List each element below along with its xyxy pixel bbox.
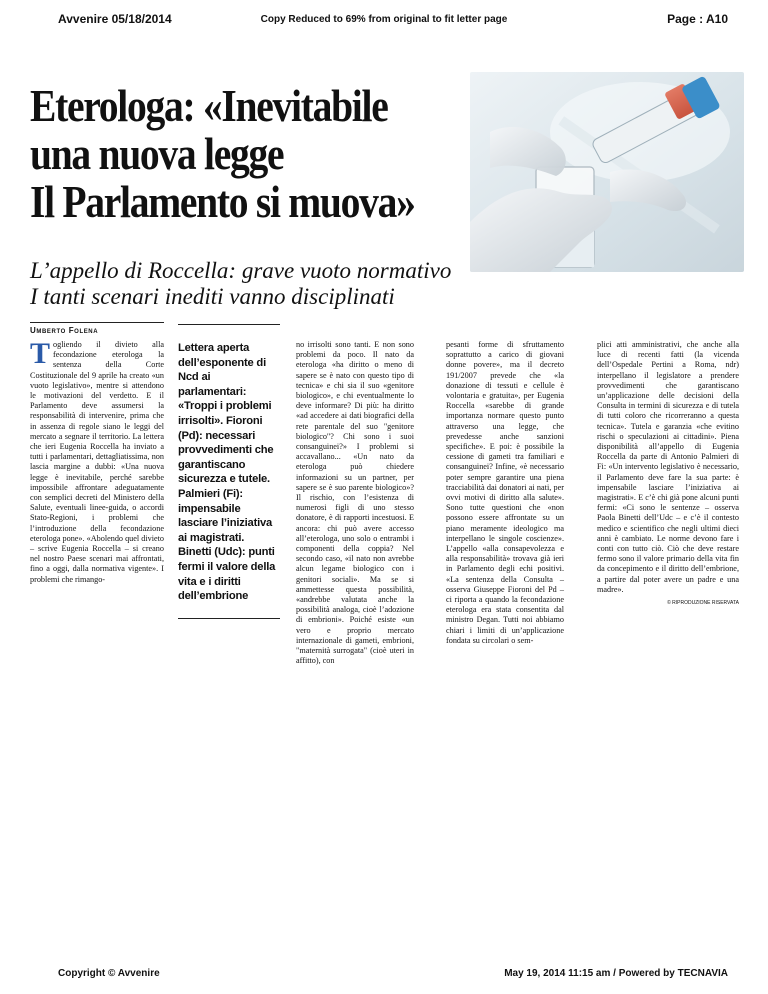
article-headline	[30, 82, 426, 226]
newspaper-date-header: Avvenire 05/18/2014	[58, 12, 172, 26]
article-column-5	[597, 340, 739, 608]
column-text: pesanti forme di sfruttamento soprattutto a carico di giovani donne povere», ma il decreto 191/2007 prevede che «la donazione di tessuti e cellule è volontaria e gratuita», per Eugenia Roccella «sarebbe di grande importanza normare questo punto attraverso una legge, che prevedesse anche sanzioni specifiche». E poi: è possibile la cessione di gameti tra familiari e consanguinei? Infine, «è necessario poter sempre garantire una piena tracciabilità dai donatori ai nati, per ovvi motivi di diritto alla salute». Sono tutte questioni che «non possono essere affrontate su un piano meramente ideologico ma interpellano le singole coscienze». L’appello «alla consapevolezza e alla responsabilità» trovava già ieri in Parlamento degli echi positivi. «La sentenza della Consulta – osserva Giuseppe Fioroni del Pd – ci riporta a quando la fecondazione eterologa era stata consentita dal ministro Degan. Tutti noi abbiamo chiari i limiti di un’applicazione fondata su circolari o sem-	[446, 340, 564, 645]
headline-line: una nuova legge	[30, 128, 284, 179]
subhead-line: I tanti scenari inediti vanno disciplinati	[30, 284, 395, 309]
page-number: Page : A10	[667, 12, 728, 26]
subhead-line: L’appello di Roccella: grave vuoto normativo	[30, 258, 452, 283]
author-byline: Umberto Folena	[30, 322, 164, 335]
article-column-4	[446, 340, 564, 646]
article-column-3	[296, 340, 414, 667]
headline-line: Il Parlamento si muova»	[30, 176, 415, 227]
article-subheadline	[30, 258, 550, 310]
copyright-footer: Copyright © Avvenire	[58, 968, 160, 979]
headline-line: Eterologa: «Inevitabile	[30, 80, 388, 131]
timestamp-footer: May 19, 2014 11:15 am / Powered by TECNAVIA	[504, 968, 728, 979]
copy-reduced-note: Copy Reduced to 69% from original to fit letter page	[260, 14, 508, 25]
drop-cap: T	[30, 337, 51, 370]
column-text: plici atti amministrativi, che anche alla luce di recenti fatti (la vicenda dell’Ospedale Pertini a Roma, ndr) interpellano il legislatore a prendere provvedimenti che garantiscano un’applicazione delle decisioni della Consulta in termini di sicurezza e di tutela di tutti coloro che ricorreranno a questa tecnica». Tutela e garanzia «che evitino rischi o speculazioni ai cittadini». Piena disponibilità all’appello di Eugenia Roccella da parte di Antonio Palmieri di Fi: «Un intervento legislativo è necessario, il Parlamento deve fare la sua parte: è impensabile lasciare l’iniziativa ai magistrati». E c’è chi già pone alcuni punti fermi: «Ci sono le sentenze – osserva Paola Binetti dell’Udc – e c’è il contesto medico e scientifico che negli ultimi dieci anni è cambiato. Le norme devono fare i conti con tutto ciò. Ciò che deve restare fermo sono il valore primario della vita fin da concepimento e il diritto dell’embrione, a partire dal poter avere un padre e una madre».	[597, 340, 739, 594]
riproduzione-riservata: © RIPRODUZIONE RISERVATA	[667, 600, 739, 607]
article-column-1	[30, 337, 164, 585]
column-text: no irrisolti sono tanti. E non sono problemi da poco. Il nato da eterologa «ha diritto o meno di sapere se è nato con questo tipo di tecnica» e chi sia il suo «genitore biologico», e chi eventualmente lo deve informare? Di più: ha diritto «ad accedere ai dati biografici della rete parentale del suo "genitore biologico"? Chi sono i suoi consanguinei?» I problemi si accavallano... «Un nato da eterologa può chiedere informazioni su un partner, per sapere se è suo parente biologico»? Il rischio, con l’esistenza di numerosi figli di uno stesso donatore, è di rapporti incestuosi. E ancora: chi può avere accesso all’eterologa, uno solo o entrambi i componenti della coppia? Nel secondo caso, «il nato non avrebbe alcun legame biologico con i genitori sociali». Ma se si ammettesse questa possibilità, «andrebbe valutata anche la possibilità analoga, cioè l’adozione di embrioni». Poiché esiste «un vero e proprio mercato internazionale di gameti, embrioni, "maternità surrogata" (cioè uteri in affitto), con	[296, 340, 414, 666]
lab-photo-pipette-vial	[470, 72, 744, 272]
sidebar-summary: Lettera aperta dell’esponente di Ncd ai parlamentari: «Troppi i problemi irrisolti». Fioroni (Pd): necessari provvedimenti che garantiscano sicurezza e tutele. Palmieri (Fi): impensabile lasciare l’iniziativa ai magistrati. Binetti (Udc): punti fermi il valore della vita e i diritti dell’embrione	[178, 324, 280, 619]
column-text: ogliendo il divieto alla fecondazione eterologa la sentenza della Corte Costituzionale del 9 aprile ha creato «un vuoto legislativo», mentre si attendono le motivazioni del verdetto. E il Parlamento deve assumersi la responsabilità di intervenire, prima che in assenza di regole siano le leggi del mercato a segnare il territorio. La lettera che ieri Eugenia Roccella ha inviato a tutti i parlamentari, dettagliatissima, non lascia margine a dubbi: «Una nuova legge è inevitabile, perché sarebbe impossibile affrontare adeguatamente con semplici decreti del Ministero della Salute, eventuali linee-guida, o accordi Stato-Regioni, i problemi che l’introduzione della fecondazione eterologa pone». «Abolendo quel divieto – scrive Eugenia Roccella – si creano nel nostro Paese scenari mai affrontati, fino a oggi, dalla normativa vigente». I problemi che rimango-	[30, 340, 164, 584]
